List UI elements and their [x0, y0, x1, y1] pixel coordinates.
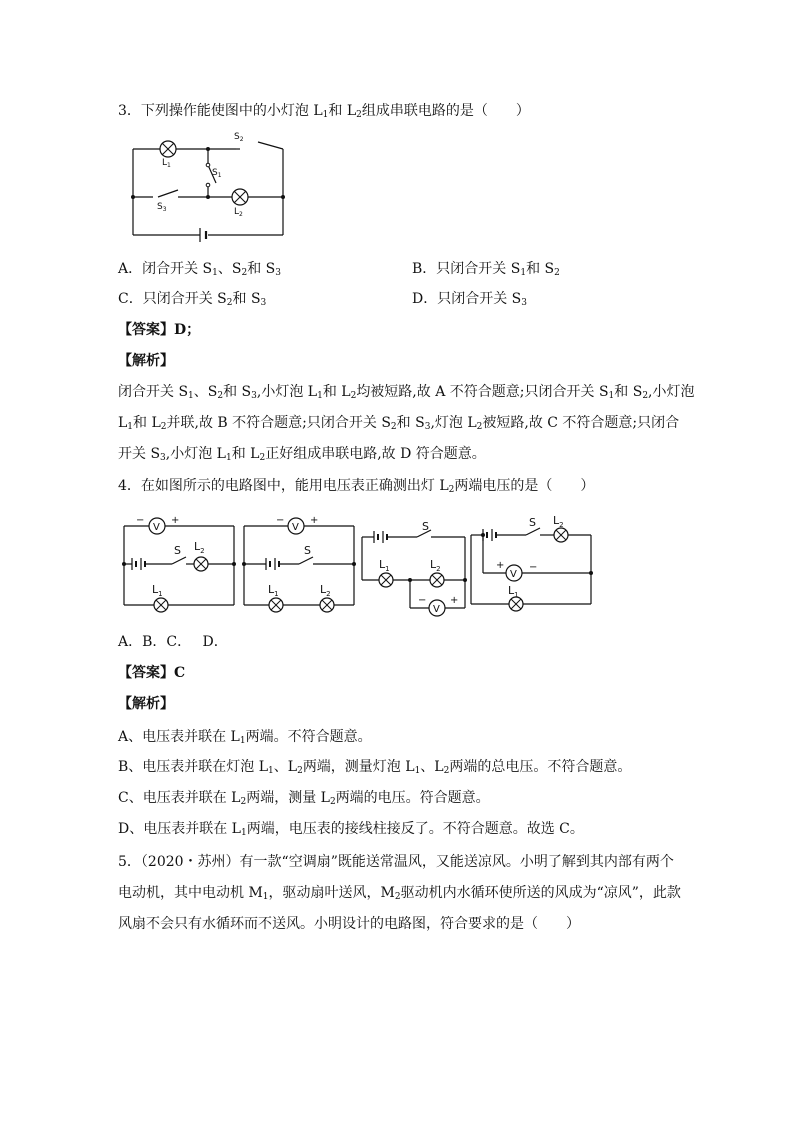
q4-answer: 【答案】C — [118, 665, 186, 681]
q3-analysis-line-1: 闭合开关 $S_1$、$S_2$和 $S_3$,小灯泡 $L_1$和 $L_2$均被短路,故 A 不符合题意;只闭合开关 $S_1$和 $S_2$,小灯泡 — [118, 384, 695, 401]
q4-options: A．B．C． D． — [118, 634, 228, 650]
q4b-label-s: S — [304, 544, 311, 557]
svg-text:+: + — [496, 560, 505, 571]
q4c-label-s: S — [422, 520, 429, 533]
q4d-label-l2: $L_2$ — [553, 514, 564, 529]
q5-line-3: 风扇不会只有水循环而不送风。小明设计的电路图，符合要求的是（ ） — [118, 916, 580, 932]
q3-analysis-line-2: $L_1$和 $L_2$并联,故 B 不符合题意;只闭合开关 $S_2$和 $S_3$,灯泡 $L_2$被短路,故 C 不符合题意;只闭合 — [118, 415, 680, 432]
svg-text:V: V — [510, 569, 517, 580]
q3-answer: 【答案】D； — [118, 322, 201, 338]
svg-text:−: − — [529, 562, 538, 573]
svg-text:−: − — [136, 515, 145, 526]
q4b-label-l1: $L_1$ — [268, 583, 279, 598]
svg-text:+: + — [171, 515, 180, 526]
q3-analysis-line-3: 开关 $S_3$,小灯泡 $L_1$和 $L_2$正好组成串联电路,故 D 符合题意。 — [118, 446, 486, 463]
q4a-label-l1: $L_1$ — [152, 583, 163, 598]
q3-label-s1: $S_1$ — [212, 168, 222, 179]
q4d-label-s: S — [529, 516, 536, 529]
q4-analysis-d: D、电压表并联在 $L_1$两端，电压表的接线柱接反了。不符合题意。故选 C。 — [118, 821, 584, 838]
q3-label-s2: $S_2$ — [234, 132, 244, 143]
q3-option-c: C．只闭合开关 $S_2$和 $S_3$ — [118, 291, 267, 308]
svg-text:V: V — [153, 522, 160, 533]
svg-text:V: V — [292, 522, 299, 533]
q4b-label-l2: $L_2$ — [320, 583, 331, 598]
q3-circuit-diagram — [128, 132, 288, 245]
svg-text:−: − — [418, 595, 427, 606]
q4c-label-l2: $L_2$ — [430, 558, 441, 573]
q4-analysis-title: 【解析】 — [118, 696, 174, 712]
q4-circuit-figures — [122, 514, 593, 616]
q4c-label-l1: $L_1$ — [379, 558, 390, 573]
q4-analysis-a: A、电压表并联在 $L_1$两端。不符合题意。 — [118, 729, 372, 746]
q4d-label-l1: $L_1$ — [508, 584, 519, 599]
q4-circuit-diagrams — [118, 510, 598, 620]
svg-text:V: V — [433, 604, 440, 615]
q3-stem: 3．下列操作能使图中的小灯泡 $L_1$和 $L_2$组成串联电路的是（ ） — [118, 103, 530, 120]
q5-line-1: 5．（2020・苏州）有一款“空调扇”既能送常温风，又能送凉风。小明了解到其内部有两个 — [118, 854, 674, 870]
q3-option-d: D．只闭合开关 $S_3$ — [412, 291, 527, 308]
q3-analysis-title: 【解析】 — [118, 353, 174, 369]
q3-label-s3: $S_3$ — [157, 202, 167, 213]
q3-lamp-l1-icon — [160, 141, 176, 157]
q4a-label-l2: $L_2$ — [194, 540, 205, 555]
q5-line-2: 电动机，其中电动机 $M_1$，驱动扇叶送风，$M_2$驱动机内水循环使所送的风成为“凉风”，此款 — [118, 885, 681, 902]
q3-option-b: B．只闭合开关 $S_1$和 $S_2$ — [412, 261, 560, 278]
svg-text:−: − — [276, 515, 285, 526]
q3-label-l1: $L_1$ — [162, 158, 171, 169]
q4a-label-s: S — [174, 544, 181, 557]
q3-lamp-l2-icon — [232, 189, 248, 205]
q4-analysis-c: C、电压表并联在 $L_2$两端，测量 $L_2$两端的电压。符合题意。 — [118, 790, 490, 807]
svg-text:+: + — [450, 595, 459, 606]
q4-stem: 4．在如图所示的电路图中，能用电压表正确测出灯 $L_2$两端电压的是（ ） — [118, 478, 595, 495]
q3-option-a: A．闭合开关 $S_1$、$S_2$和 $S_3$ — [118, 261, 281, 278]
q4-analysis-b: B、电压表并联在灯泡 $L_1$、$L_2$两端，测量灯泡 $L_1$、$L_2$两端的总电压。不符合题意。 — [118, 759, 632, 776]
svg-text:+: + — [310, 515, 319, 526]
q3-label-l2: $L_2$ — [234, 207, 243, 218]
